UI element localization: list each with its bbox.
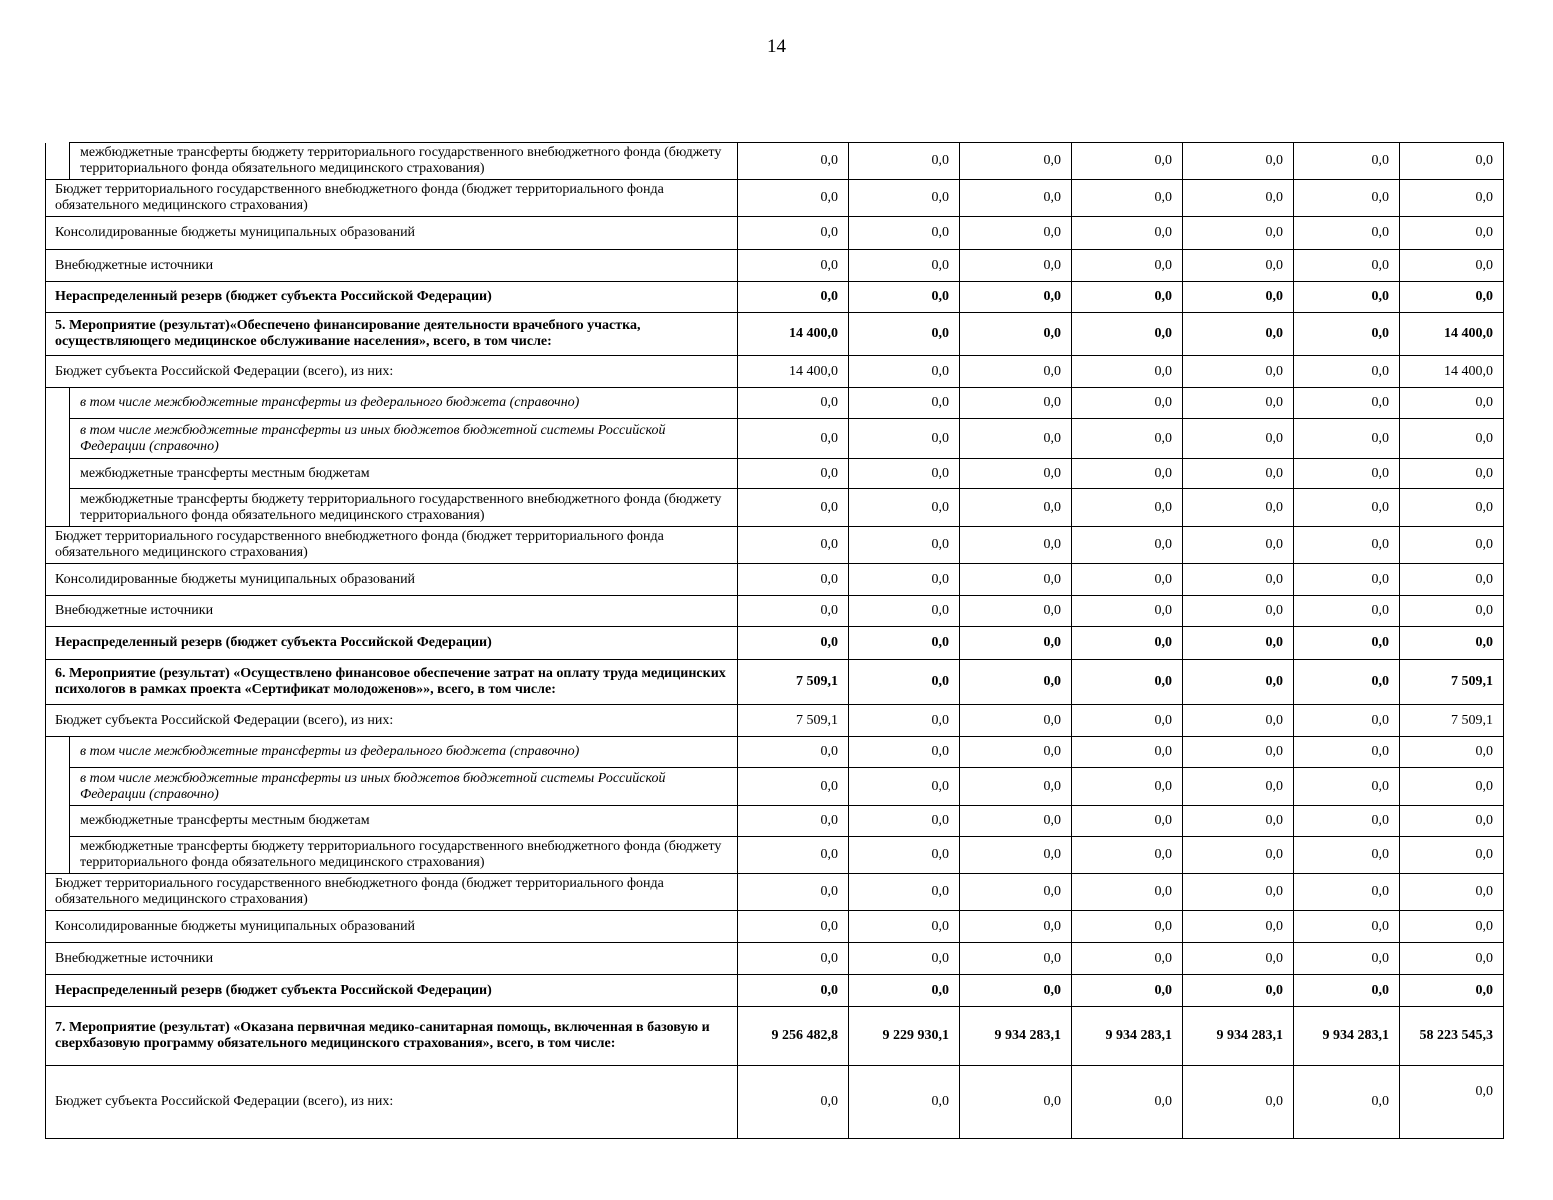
value-cell: 0,0 <box>849 282 960 313</box>
value-cell: 0,0 <box>1294 419 1400 459</box>
value-cell: 0,0 <box>849 660 960 705</box>
value-cell: 0,0 <box>960 660 1072 705</box>
value-cell: 0,0 <box>1183 1066 1294 1139</box>
value-cell: 0,0 <box>1294 356 1400 388</box>
value-cell: 0,0 <box>960 737 1072 768</box>
value-cell: 0,0 <box>849 737 960 768</box>
value-cell: 0,0 <box>738 459 849 489</box>
value-cell: 0,0 <box>1072 627 1183 660</box>
value-cell: 0,0 <box>849 975 960 1007</box>
value-cell: 7 509,1 <box>1400 660 1504 705</box>
row-description: Консолидированные бюджеты муниципальных образований <box>46 217 738 250</box>
value-cell: 0,0 <box>1400 1066 1504 1139</box>
row-description: Внебюджетные источники <box>46 250 738 282</box>
value-cell: 0,0 <box>738 975 849 1007</box>
table-row <box>46 217 1504 250</box>
value-cell: 0,0 <box>1183 737 1294 768</box>
value-cell: 0,0 <box>849 837 960 874</box>
value-cell: 0,0 <box>849 356 960 388</box>
row-description: в том числе межбюджетные трансферты из иных бюджетов бюджетной системы Российской Федерации (справочно) <box>70 419 738 459</box>
value-cell: 0,0 <box>1183 564 1294 596</box>
row-description: межбюджетные трансферты местным бюджетам <box>70 459 738 489</box>
table-row <box>46 705 1504 737</box>
indent-gutter <box>46 806 70 837</box>
value-cell: 0,0 <box>738 250 849 282</box>
value-cell: 0,0 <box>849 564 960 596</box>
value-cell: 0,0 <box>1400 489 1504 527</box>
value-cell: 0,0 <box>1183 596 1294 627</box>
value-cell: 0,0 <box>1183 627 1294 660</box>
value-cell: 0,0 <box>738 596 849 627</box>
value-cell: 7 509,1 <box>1400 705 1504 737</box>
value-cell: 0,0 <box>1183 705 1294 737</box>
value-cell: 0,0 <box>960 313 1072 356</box>
table-row <box>46 527 1504 564</box>
table-row <box>46 874 1504 911</box>
row-description: межбюджетные трансферты бюджету территориального государственного внебюджетного фонда (бюджету территориального фонда обязательного медицинского страхования) <box>70 143 738 180</box>
table-body <box>46 143 1504 1139</box>
value-cell: 0,0 <box>1294 737 1400 768</box>
value-cell: 0,0 <box>849 1066 960 1139</box>
value-cell: 0,0 <box>960 356 1072 388</box>
value-cell: 0,0 <box>849 943 960 975</box>
row-description: Консолидированные бюджеты муниципальных образований <box>46 564 738 596</box>
row-description: Бюджет территориального государственного внебюджетного фонда (бюджет территориального фонда обязательного медицинского страхования) <box>46 527 738 564</box>
value-cell: 0,0 <box>960 596 1072 627</box>
value-cell: 14 400,0 <box>738 356 849 388</box>
value-cell: 0,0 <box>1183 143 1294 180</box>
table-row <box>46 837 1504 874</box>
value-cell: 0,0 <box>849 627 960 660</box>
value-cell: 0,0 <box>1183 313 1294 356</box>
value-cell: 0,0 <box>1072 459 1183 489</box>
value-cell: 0,0 <box>1400 943 1504 975</box>
value-cell: 0,0 <box>1072 250 1183 282</box>
row-description: Бюджет территориального государственного внебюджетного фонда (бюджет территориального фонда обязательного медицинского страхования) <box>46 180 738 217</box>
value-cell: 0,0 <box>738 419 849 459</box>
value-cell: 0,0 <box>1183 282 1294 313</box>
value-cell: 0,0 <box>960 489 1072 527</box>
value-cell: 0,0 <box>849 911 960 943</box>
table-row <box>46 419 1504 459</box>
value-cell: 0,0 <box>1294 180 1400 217</box>
value-cell: 0,0 <box>960 459 1072 489</box>
value-cell: 0,0 <box>738 564 849 596</box>
value-cell: 0,0 <box>1400 911 1504 943</box>
value-cell: 0,0 <box>1183 911 1294 943</box>
value-cell: 0,0 <box>960 217 1072 250</box>
value-cell: 0,0 <box>738 217 849 250</box>
indent-gutter <box>46 768 70 806</box>
value-cell: 0,0 <box>960 943 1072 975</box>
value-cell: 0,0 <box>1400 768 1504 806</box>
row-description: 6. Мероприятие (результат) «Осуществлено финансовое обеспечение затрат на оплату труда медицинских психологов в рамках проекта «Сертификат молодоженов»», всего, в том числе: <box>46 660 738 705</box>
value-cell: 9 229 930,1 <box>849 1007 960 1066</box>
table-row <box>46 250 1504 282</box>
value-cell: 0,0 <box>1294 250 1400 282</box>
value-cell: 0,0 <box>738 388 849 419</box>
value-cell: 0,0 <box>1072 419 1183 459</box>
table-row <box>46 943 1504 975</box>
value-cell: 0,0 <box>1294 143 1400 180</box>
value-cell: 0,0 <box>1294 1066 1400 1139</box>
value-cell: 0,0 <box>960 837 1072 874</box>
value-cell: 0,0 <box>849 768 960 806</box>
value-cell: 0,0 <box>1294 282 1400 313</box>
value-cell: 0,0 <box>1072 1066 1183 1139</box>
table-row <box>46 975 1504 1007</box>
value-cell: 0,0 <box>1400 388 1504 419</box>
value-cell: 0,0 <box>1400 180 1504 217</box>
value-cell: 9 256 482,8 <box>738 1007 849 1066</box>
value-cell: 0,0 <box>849 489 960 527</box>
table-row <box>46 806 1504 837</box>
value-cell: 0,0 <box>960 768 1072 806</box>
value-cell: 0,0 <box>1183 806 1294 837</box>
value-cell: 0,0 <box>1294 975 1400 1007</box>
value-cell: 0,0 <box>849 313 960 356</box>
value-cell: 7 509,1 <box>738 660 849 705</box>
value-cell: 7 509,1 <box>738 705 849 737</box>
row-description: Бюджет территориального государственного внебюджетного фонда (бюджет территориального фонда обязательного медицинского страхования) <box>46 874 738 911</box>
table-row <box>46 1066 1504 1139</box>
value-cell: 0,0 <box>1072 837 1183 874</box>
indent-gutter <box>46 737 70 768</box>
value-cell: 0,0 <box>1294 911 1400 943</box>
value-cell: 0,0 <box>738 806 849 837</box>
row-description: Нераспределенный резерв (бюджет субъекта Российской Федерации) <box>46 282 738 313</box>
row-description: межбюджетные трансферты местным бюджетам <box>70 806 738 837</box>
value-cell: 9 934 283,1 <box>1183 1007 1294 1066</box>
value-cell: 0,0 <box>1183 660 1294 705</box>
value-cell: 0,0 <box>1183 874 1294 911</box>
value-cell: 0,0 <box>849 596 960 627</box>
value-cell: 0,0 <box>960 1066 1072 1139</box>
value-cell: 0,0 <box>1294 564 1400 596</box>
table-row <box>46 660 1504 705</box>
value-cell: 0,0 <box>1183 388 1294 419</box>
value-cell: 0,0 <box>1183 943 1294 975</box>
value-cell: 0,0 <box>738 627 849 660</box>
value-cell: 0,0 <box>849 419 960 459</box>
table-row <box>46 143 1504 180</box>
value-cell: 0,0 <box>1294 459 1400 489</box>
value-cell: 0,0 <box>1072 806 1183 837</box>
value-cell: 0,0 <box>849 806 960 837</box>
page-number: 14 <box>767 36 786 57</box>
value-cell: 0,0 <box>1400 975 1504 1007</box>
table-row <box>46 627 1504 660</box>
value-cell: 9 934 283,1 <box>960 1007 1072 1066</box>
value-cell: 0,0 <box>849 217 960 250</box>
value-cell: 0,0 <box>849 180 960 217</box>
value-cell: 0,0 <box>960 806 1072 837</box>
value-cell: 0,0 <box>1072 768 1183 806</box>
row-description: 7. Мероприятие (результат) «Оказана первичная медико-санитарная помощь, включенная в базовую и сверхбазовую программу обязательного медицинского страхования», всего, в том числе: <box>46 1007 738 1066</box>
value-cell: 0,0 <box>1072 943 1183 975</box>
budget-table <box>45 142 1504 1139</box>
row-description: Внебюджетные источники <box>46 596 738 627</box>
value-cell: 0,0 <box>1072 975 1183 1007</box>
value-cell: 0,0 <box>738 527 849 564</box>
value-cell: 0,0 <box>738 874 849 911</box>
value-cell: 0,0 <box>1294 806 1400 837</box>
value-cell: 0,0 <box>1183 180 1294 217</box>
table-row <box>46 737 1504 768</box>
value-cell: 0,0 <box>1072 217 1183 250</box>
value-cell: 0,0 <box>1400 627 1504 660</box>
value-cell: 0,0 <box>1400 250 1504 282</box>
value-cell: 0,0 <box>960 282 1072 313</box>
value-cell: 0,0 <box>1183 975 1294 1007</box>
value-cell: 0,0 <box>960 911 1072 943</box>
value-cell: 0,0 <box>1072 143 1183 180</box>
value-cell: 0,0 <box>960 388 1072 419</box>
row-description: Бюджет субъекта Российской Федерации (всего), из них: <box>46 1066 738 1139</box>
row-description: Нераспределенный резерв (бюджет субъекта Российской Федерации) <box>46 975 738 1007</box>
row-description: в том числе межбюджетные трансферты из федерального бюджета (справочно) <box>70 737 738 768</box>
value-cell: 0,0 <box>1400 737 1504 768</box>
value-cell: 0,0 <box>1294 627 1400 660</box>
row-description: в том числе межбюджетные трансферты из иных бюджетов бюджетной системы Российской Федерации (справочно) <box>70 768 738 806</box>
value-cell: 0,0 <box>1183 419 1294 459</box>
value-cell: 0,0 <box>1294 660 1400 705</box>
indent-gutter <box>46 489 70 527</box>
value-cell: 0,0 <box>849 705 960 737</box>
value-cell: 0,0 <box>849 143 960 180</box>
value-cell: 0,0 <box>960 419 1072 459</box>
value-cell: 0,0 <box>1072 282 1183 313</box>
value-cell: 0,0 <box>1072 180 1183 217</box>
value-cell: 0,0 <box>1294 874 1400 911</box>
value-cell: 0,0 <box>849 388 960 419</box>
value-cell: 0,0 <box>960 975 1072 1007</box>
row-description: Консолидированные бюджеты муниципальных образований <box>46 911 738 943</box>
value-cell: 0,0 <box>1400 419 1504 459</box>
value-cell: 0,0 <box>1294 596 1400 627</box>
value-cell: 0,0 <box>1072 911 1183 943</box>
value-cell: 9 934 283,1 <box>1072 1007 1183 1066</box>
value-cell: 0,0 <box>1400 217 1504 250</box>
value-cell: 0,0 <box>1294 527 1400 564</box>
value-cell: 0,0 <box>738 143 849 180</box>
value-cell: 0,0 <box>960 250 1072 282</box>
indent-gutter <box>46 459 70 489</box>
row-description: Бюджет субъекта Российской Федерации (всего), из них: <box>46 356 738 388</box>
value-cell: 0,0 <box>1072 313 1183 356</box>
value-cell: 0,0 <box>1294 768 1400 806</box>
value-cell: 0,0 <box>960 143 1072 180</box>
table-row <box>46 313 1504 356</box>
value-cell: 0,0 <box>1294 943 1400 975</box>
value-cell: 0,0 <box>1072 596 1183 627</box>
value-cell: 0,0 <box>738 180 849 217</box>
value-cell: 0,0 <box>1072 737 1183 768</box>
value-cell: 58 223 545,3 <box>1400 1007 1504 1066</box>
indent-gutter <box>46 388 70 419</box>
row-description: межбюджетные трансферты бюджету территориального государственного внебюджетного фонда (бюджету территориального фонда обязательного медицинского страхования) <box>70 837 738 874</box>
value-cell: 0,0 <box>1183 837 1294 874</box>
value-cell: 0,0 <box>1400 874 1504 911</box>
value-cell: 0,0 <box>1072 874 1183 911</box>
value-cell: 0,0 <box>1183 459 1294 489</box>
table-row <box>46 180 1504 217</box>
table-row <box>46 388 1504 419</box>
value-cell: 0,0 <box>960 564 1072 596</box>
table-row <box>46 459 1504 489</box>
row-description: 5. Мероприятие (результат)«Обеспечено финансирование деятельности врачебного участка, осуществляющего медицинское обслуживание населения», всего, в том числе: <box>46 313 738 356</box>
value-cell: 0,0 <box>1400 459 1504 489</box>
value-cell: 0,0 <box>738 737 849 768</box>
value-cell: 0,0 <box>1400 143 1504 180</box>
row-description: Бюджет субъекта Российской Федерации (всего), из них: <box>46 705 738 737</box>
value-cell: 0,0 <box>1183 250 1294 282</box>
value-cell: 14 400,0 <box>738 313 849 356</box>
indent-gutter <box>46 837 70 874</box>
value-cell: 14 400,0 <box>1400 313 1504 356</box>
value-cell: 0,0 <box>960 180 1072 217</box>
value-cell: 0,0 <box>1294 489 1400 527</box>
value-cell: 0,0 <box>849 527 960 564</box>
value-cell: 9 934 283,1 <box>1294 1007 1400 1066</box>
value-cell: 0,0 <box>738 1066 849 1139</box>
value-cell: 0,0 <box>1183 527 1294 564</box>
row-description: Внебюджетные источники <box>46 943 738 975</box>
value-cell: 0,0 <box>1183 217 1294 250</box>
value-cell: 0,0 <box>960 527 1072 564</box>
table-row <box>46 564 1504 596</box>
row-description: межбюджетные трансферты бюджету территориального государственного внебюджетного фонда (бюджету территориального фонда обязательного медицинского страхования) <box>70 489 738 527</box>
table-row <box>46 356 1504 388</box>
value-cell: 0,0 <box>1400 806 1504 837</box>
value-cell: 0,0 <box>1400 837 1504 874</box>
row-description: Нераспределенный резерв (бюджет субъекта Российской Федерации) <box>46 627 738 660</box>
value-cell: 0,0 <box>1400 564 1504 596</box>
table-row <box>46 489 1504 527</box>
value-cell: 0,0 <box>849 250 960 282</box>
value-cell: 0,0 <box>1294 313 1400 356</box>
value-cell: 0,0 <box>1294 837 1400 874</box>
value-cell: 0,0 <box>1072 489 1183 527</box>
table-row <box>46 282 1504 313</box>
value-cell: 0,0 <box>1400 282 1504 313</box>
indent-gutter <box>46 143 70 180</box>
table-row <box>46 596 1504 627</box>
value-cell: 0,0 <box>1400 527 1504 564</box>
value-cell: 0,0 <box>738 943 849 975</box>
value-cell: 0,0 <box>960 874 1072 911</box>
value-cell: 0,0 <box>1072 705 1183 737</box>
value-cell: 0,0 <box>1294 217 1400 250</box>
row-description: в том числе межбюджетные трансферты из федерального бюджета (справочно) <box>70 388 738 419</box>
value-cell: 0,0 <box>738 837 849 874</box>
value-cell: 0,0 <box>1072 388 1183 419</box>
value-cell: 0,0 <box>1072 564 1183 596</box>
value-cell: 0,0 <box>1072 356 1183 388</box>
value-cell: 0,0 <box>738 768 849 806</box>
value-cell: 0,0 <box>1294 388 1400 419</box>
table-row <box>46 768 1504 806</box>
value-cell: 0,0 <box>738 282 849 313</box>
value-cell: 0,0 <box>849 874 960 911</box>
table-row <box>46 911 1504 943</box>
value-cell: 0,0 <box>960 705 1072 737</box>
value-cell: 0,0 <box>1072 660 1183 705</box>
value-cell: 14 400,0 <box>1400 356 1504 388</box>
value-cell: 0,0 <box>738 489 849 527</box>
value-cell: 0,0 <box>1183 489 1294 527</box>
value-cell: 0,0 <box>1294 705 1400 737</box>
value-cell: 0,0 <box>1183 768 1294 806</box>
indent-gutter <box>46 419 70 459</box>
value-cell: 0,0 <box>738 911 849 943</box>
value-cell: 0,0 <box>960 627 1072 660</box>
value-cell: 0,0 <box>1400 596 1504 627</box>
value-cell: 0,0 <box>1072 527 1183 564</box>
value-cell: 0,0 <box>1183 356 1294 388</box>
table-row <box>46 1007 1504 1066</box>
value-cell: 0,0 <box>849 459 960 489</box>
